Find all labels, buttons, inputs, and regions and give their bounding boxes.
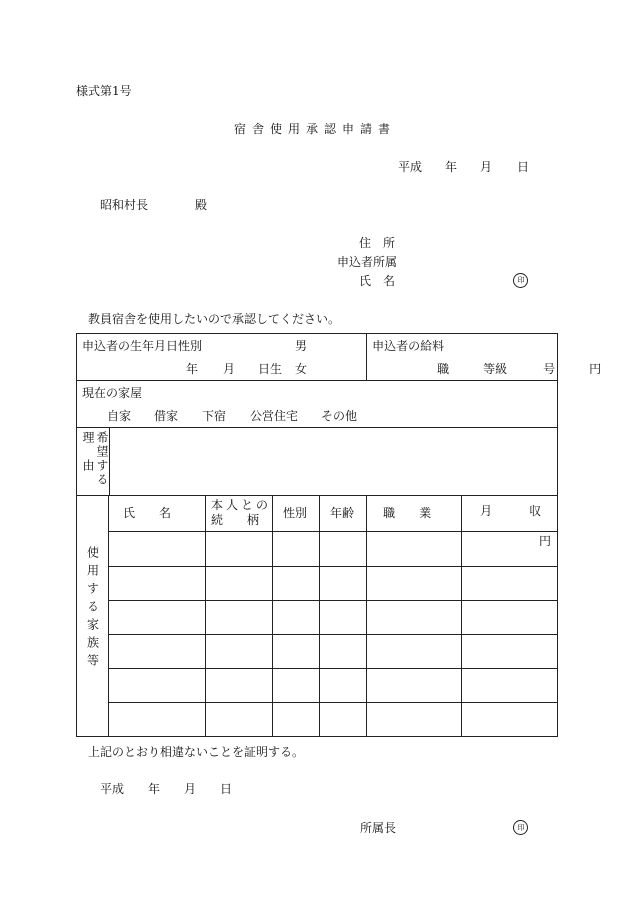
male-option[interactable]: 男 <box>295 339 308 353</box>
address-label: 住 所 <box>359 236 396 250</box>
certify-text: 上記のとおり相違ないことを証明する。 <box>88 745 305 759</box>
director-label: 所属長 <box>360 821 397 835</box>
request-text: 教員宿舎を使用したいので承認してください。 <box>88 312 341 326</box>
header-date-day: 日 <box>517 160 530 174</box>
family-row <box>77 635 558 669</box>
family-header-income: 月 収 <box>462 496 558 532</box>
header-date-year: 年 <box>445 160 458 174</box>
salary-step: 号 <box>543 362 556 376</box>
housing-option-rented[interactable]: 借家 <box>154 409 179 423</box>
family-header-name: 氏 名 <box>109 496 206 532</box>
reason-divider <box>109 428 110 495</box>
female-option[interactable]: 女 <box>295 362 308 376</box>
family-row <box>77 601 558 635</box>
family-header-occupation: 職 業 <box>367 496 462 532</box>
addressee-name: 昭和村長 <box>100 198 149 212</box>
housing-option-own[interactable]: 自家 <box>107 409 132 423</box>
housing-cell <box>77 381 558 428</box>
birth-month: 月 <box>223 362 236 376</box>
name-label: 氏 名 <box>359 274 396 288</box>
applicant-seal-icon: 印 <box>513 273 528 288</box>
salary-grade: 等級 <box>483 362 508 376</box>
income-unit: 円 <box>539 534 552 548</box>
family-row <box>77 669 558 703</box>
header-date-era: 平成 <box>398 160 423 174</box>
footer-date-month: 月 <box>184 782 197 796</box>
form-number: 様式第1号 <box>76 84 132 98</box>
footer-date-era: 平成 <box>100 782 125 796</box>
addressee-honorific: 殿 <box>195 198 208 212</box>
salary-yen: 円 <box>589 362 602 376</box>
family-row <box>77 703 558 737</box>
housing-option-lodging[interactable]: 下宿 <box>202 409 227 423</box>
application-table <box>76 333 602 737</box>
reason-label-col2: 理由 <box>81 431 95 487</box>
family-header-age: 年齢 <box>320 496 367 532</box>
reason-cell <box>77 428 558 496</box>
family-label: 使用する家族等 <box>85 546 100 672</box>
birth-cell <box>77 334 367 381</box>
family-header-relation: 本人との 続 柄 <box>206 496 273 532</box>
housing-option-public[interactable]: 公営住宅 <box>250 409 299 423</box>
director-seal-icon: 印 <box>513 820 528 835</box>
family-row <box>77 567 558 601</box>
salary-rank: 職 <box>437 362 450 376</box>
family-label-cell <box>77 496 109 737</box>
footer-date-year: 年 <box>148 782 161 796</box>
header-date-month: 月 <box>480 160 493 174</box>
family-row <box>77 532 558 567</box>
housing-label: 現在の家屋 <box>82 386 143 400</box>
reason-label-col1: 希望する <box>95 431 109 487</box>
salary-cell <box>367 334 602 381</box>
birth-label: 申込者の生年月日性別 <box>82 339 203 353</box>
document-title: 宿舎使用承認申請書 <box>234 122 397 136</box>
affiliation-label: 申込者所属 <box>337 255 398 269</box>
footer-date-day: 日 <box>220 782 233 796</box>
birth-year: 年 <box>186 362 199 376</box>
salary-label: 申込者の給料 <box>372 339 445 353</box>
housing-option-other[interactable]: その他 <box>321 409 358 423</box>
family-header-sex: 性別 <box>273 496 320 532</box>
birth-day: 日生 <box>258 362 283 376</box>
